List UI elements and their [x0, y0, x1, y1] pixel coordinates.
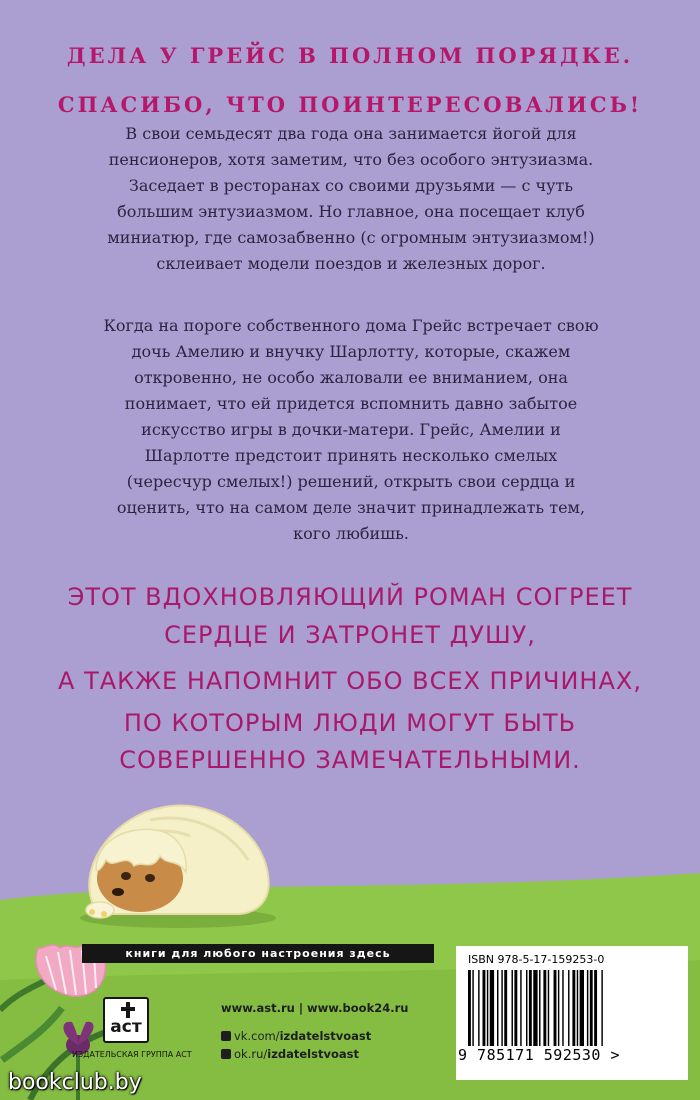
slogan-line-2: СЕРДЦЕ И ЗАТРОНЕТ ДУШУ, [164, 621, 536, 649]
headline-line-1: ДЕЛА У ГРЕЙС В ПОЛНОМ ПОРЯДКЕ. [66, 43, 634, 68]
barcode-bar [533, 970, 537, 1046]
slogan-line-3: А ТАКЖЕ НАПОМНИТ ОБО ВСЕХ ПРИЧИНАХ, [58, 667, 642, 695]
barcode-bar [572, 970, 575, 1046]
barcode-bar [490, 970, 494, 1046]
barcode-bar [504, 970, 507, 1046]
odnoklassniki-icon [221, 1049, 231, 1059]
barcode-bar [478, 970, 479, 1046]
barcode-bar [472, 970, 473, 1046]
slogan-line-5: СОВЕРШЕННО ЗАМЕЧАТЕЛЬНЫМИ. [119, 746, 581, 774]
blurb-paragraph-2: Когда на пороге собственного дома Грейс встречает свою дочь Амелию и внучку Шарлотту, которые, скажем откровенно, не особо жаловали ее вниманием, она понимает, что ей придется вспомнить давно забытое искусство игры в дочки-матери. Грейс, Амелии и Шарлотте предстоит принять несколько смелых (чересчур смелых!) решений, открыть свои сердца и оценить, что на самом деле значит принадлежать тем, кого любишь. [103, 316, 599, 543]
vk-icon [221, 1031, 231, 1041]
barcode-bar [520, 970, 521, 1046]
barcode-bar [558, 970, 559, 1046]
sheepdog-illustration [80, 806, 276, 928]
publisher-group-name: ИЗДАТЕЛЬСКАЯ ГРУППА АСТ [72, 1050, 192, 1059]
barcode-digits: 9 785171 592530 > [458, 1046, 621, 1064]
barcode-bar [577, 970, 578, 1046]
logo-text: аст [110, 1017, 142, 1037]
barcode-bar [497, 970, 498, 1046]
barcode-bar [514, 970, 517, 1046]
isbn-number: ISBN 978-5-17-159253-0 [468, 953, 605, 966]
series-band: книги для любого настроения здесь [82, 944, 434, 963]
barcode-bar [539, 970, 540, 1046]
barcode-bar [590, 970, 593, 1046]
barcode-bar [548, 970, 549, 1046]
barcode-bar [554, 970, 557, 1046]
watermark: bookclub.by [8, 1070, 142, 1095]
headline-line-2: СПАСИБО, ЧТО ПОИНТЕРЕСОВАЛИСЬ! [57, 92, 643, 117]
ok-prefix: ok.ru/ [234, 1047, 268, 1061]
vk-handle: izdatelstvoast [279, 1029, 372, 1043]
barcode-bars [466, 970, 678, 1046]
barcode-bar [594, 970, 597, 1046]
barcode-bar [529, 970, 532, 1046]
barcode-bar [526, 970, 527, 1046]
barcode-bar [483, 970, 486, 1046]
barcode-bar [501, 970, 502, 1046]
publisher-logo [103, 997, 149, 1043]
barcode-bar [543, 970, 546, 1046]
barcode-bar [601, 970, 602, 1046]
barcode-bar [562, 970, 563, 1046]
vk-link[interactable] [221, 1029, 371, 1043]
cross-icon [121, 1002, 135, 1018]
barcode-bar [587, 970, 588, 1046]
barcode-bar [487, 970, 488, 1046]
barcode-box [456, 946, 688, 1080]
web-links[interactable]: www.ast.ru | www.book24.ru [221, 1001, 409, 1015]
ok-link[interactable] [221, 1047, 359, 1061]
barcode-bar [512, 970, 513, 1046]
slogan-line-1: ЭТОТ ВДОХНОВЛЯЮЩИЙ РОМАН СОГРЕЕТ [67, 583, 633, 611]
barcode-bar [580, 970, 584, 1046]
barcode-bar [568, 970, 569, 1046]
ok-handle: izdatelstvoast [267, 1047, 359, 1061]
barcode-bar [468, 970, 471, 1046]
vk-prefix: vk.com/ [234, 1029, 280, 1043]
blurb-paragraph-1: В свои семьдесят два года она занимается йогой для пенсионеров, хотя заметим, что без особого энтузиазма. Заседает в ресторанах со своими друзьями — с чуть большим энтузиазмом. Но главное, она посещает клуб миниатюр, где самозабвенно (с огромным энтузиазмом!) склеивает модели поездов и железных дорог. [107, 124, 595, 273]
slogan-line-4: ПО КОТОРЫМ ЛЮДИ МОГУТ БЫТЬ [123, 709, 577, 737]
